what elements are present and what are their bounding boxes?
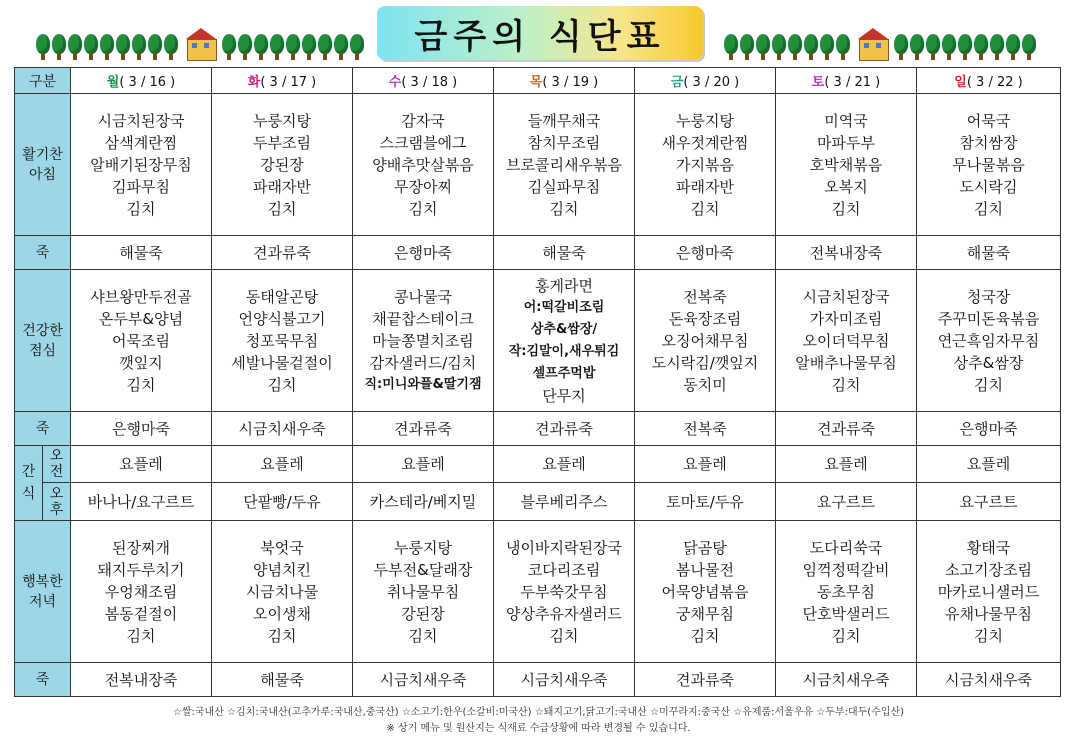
tree-icon — [116, 34, 130, 60]
meal-cell: 북엇국 양념치킨 시금치나물 오이생채 김치 — [212, 521, 353, 663]
snack-am-row — [15, 446, 1061, 483]
porridge-cell: 시금치새우죽 — [353, 663, 494, 697]
day-header-wed: 수( 3 / 18 ) — [353, 68, 494, 94]
dinner-label: 행복한 저녁 — [15, 521, 71, 663]
porridge-cell: 견과류죽 — [353, 412, 494, 446]
snack-cell: 단팥빵/두유 — [212, 483, 353, 521]
tree-icon — [926, 34, 940, 60]
tree-icon — [894, 34, 908, 60]
tree-icon — [1022, 34, 1036, 60]
meal-cell: 누룽지탕 두부조림 강된장 파래자반 김치 — [212, 94, 353, 236]
tree-icon — [254, 34, 268, 60]
tree-icon — [788, 34, 802, 60]
tree-icon — [270, 34, 284, 60]
meal-cell: 닭곰탕 봄나물전 어묵양념볶음 궁채무침 김치 — [635, 521, 776, 663]
tree-icon — [724, 34, 738, 60]
porridge-label: 죽 — [15, 663, 71, 697]
snack-cell: 요플레 — [635, 446, 776, 483]
tree-icon — [772, 34, 786, 60]
snack-cell: 카스테라/베지밀 — [353, 483, 494, 521]
snack-cell: 요플레 — [212, 446, 353, 483]
tree-icon — [222, 34, 236, 60]
tree-icon — [974, 34, 988, 60]
porridge-row-1 — [15, 236, 1061, 270]
tree-icon — [302, 34, 316, 60]
day-header-thu: 목( 3 / 19 ) — [494, 68, 635, 94]
meal-cell: 누룽지탕 두부전&달래장 취나물무침 강된장 김치 — [353, 521, 494, 663]
day-header-sun: 일( 3 / 22 ) — [917, 68, 1061, 94]
tree-icon — [100, 34, 114, 60]
tree-icon — [836, 34, 850, 60]
day-header-mon: 월( 3 / 16 ) — [71, 68, 212, 94]
meal-cell: 들깨무채국 참치무조림 브로콜리새우볶음 김실파무침 김치 — [494, 94, 635, 236]
origin-note: ☆쌀:국내산 ☆김치:국내산(고추가루:국내산,중국산) ☆소고기:한우(소갈비:미국산) ☆돼지고기,닭고기:국내산 ☆미꾸라지:중국산 ☆유제품:서울우유 ☆두부:대두(수입산) — [172, 707, 905, 718]
porridge-cell: 시금치새우죽 — [494, 663, 635, 697]
porridge-cell: 해물죽 — [494, 236, 635, 270]
tree-icon — [910, 34, 924, 60]
tree-icon — [132, 34, 146, 60]
snack-am-label: 오전 — [43, 446, 71, 483]
snack-cell: 토마토/두유 — [635, 483, 776, 521]
meal-cell: 시금치된장국 삼색계란찜 알배기된장무침 김파무침 김치 — [71, 94, 212, 236]
porridge-cell: 은행마죽 — [71, 412, 212, 446]
snack-cell: 요플레 — [917, 446, 1061, 483]
snack-cell: 블루베리주스 — [494, 483, 635, 521]
porridge-label: 죽 — [15, 236, 71, 270]
porridge-cell: 해물죽 — [71, 236, 212, 270]
meal-cell: 감자국 스크램블에그 양배추맛살볶음 무장아찌 김치 — [353, 94, 494, 236]
meal-cell: 동태알곤탕 언양식불고기 청포묵무침 세발나물겉절이 김치 — [212, 270, 353, 412]
snack-label: 간식 — [15, 446, 43, 521]
porridge-cell: 시금치새우죽 — [917, 663, 1061, 697]
meal-cell: 도다리쑥국 임꺽정떡갈비 동초무침 단호박샐러드 김치 — [776, 521, 917, 663]
porridge-cell: 은행마죽 — [353, 236, 494, 270]
tree-icon — [756, 34, 770, 60]
tree-icon — [740, 34, 754, 60]
day-header-tue: 화( 3 / 17 ) — [212, 68, 353, 94]
porridge-cell: 전복내장죽 — [71, 663, 212, 697]
meal-cell: 미역국 마파두부 호박채볶음 오복지 김치 — [776, 94, 917, 236]
tree-icon — [1006, 34, 1020, 60]
lunch-row — [15, 270, 1061, 412]
meal-cell: 청국장 주꾸미돈육볶음 연근흑임자무침 상추&쌈장 김치 — [917, 270, 1061, 412]
meal-cell: 콩나물국 채끝찹스테이크 마늘쫑멸치조림 감자샐러드/김치 직:미니와플&딸기잼 — [353, 270, 494, 412]
porridge-cell: 견과류죽 — [212, 236, 353, 270]
gubun-header: 구분 — [15, 68, 71, 94]
meal-cell: 전복죽 돈육장조림 오징어채무침 도시락김/깻잎지 동치미 — [635, 270, 776, 412]
meal-cell: 홍게라면 어:떡갈비조림 상추&쌈장/ 작:김말이,새우튀김 셀프주먹밥 단무지 — [494, 270, 635, 412]
snack-cell: 요플레 — [71, 446, 212, 483]
snack-cell: 요플레 — [353, 446, 494, 483]
day-header-fri: 금( 3 / 20 ) — [635, 68, 776, 94]
porridge-cell: 시금치새우죽 — [212, 412, 353, 446]
porridge-row-2 — [15, 412, 1061, 446]
snack-cell: 요구르트 — [776, 483, 917, 521]
porridge-cell: 은행마죽 — [635, 236, 776, 270]
meal-cell: 샤브왕만두전골 온두부&양념 어묵조림 깻잎지 김치 — [71, 270, 212, 412]
tree-icon — [286, 34, 300, 60]
porridge-cell: 은행마죽 — [917, 412, 1061, 446]
menu-table — [14, 67, 1061, 697]
lunch-label: 건강한 점심 — [15, 270, 71, 412]
porridge-cell: 견과류죽 — [494, 412, 635, 446]
snack-pm-label: 오후 — [43, 483, 71, 521]
dinner-row — [15, 521, 1061, 663]
change-notice: ※ 상기 메뉴 및 원산지는 식재료 수급상황에 따라 변경될 수 있습니다. — [386, 723, 691, 734]
tree-icon — [68, 34, 82, 60]
snack-cell: 요구르트 — [917, 483, 1061, 521]
porridge-cell: 시금치새우죽 — [776, 663, 917, 697]
meal-cell: 시금치된장국 가자미조림 오이더덕무침 알배추나물무침 김치 — [776, 270, 917, 412]
tree-icon — [350, 34, 364, 60]
tree-icon — [942, 34, 956, 60]
tree-icon — [318, 34, 332, 60]
meal-cell: 누룽지탕 새우젓계란찜 가지볶음 파래자반 김치 — [635, 94, 776, 236]
snack-pm-row — [15, 483, 1061, 521]
tree-icon — [164, 34, 178, 60]
meal-cell: 어묵국 참치쌈장 무나물볶음 도시락김 김치 — [917, 94, 1061, 236]
porridge-cell: 해물죽 — [917, 236, 1061, 270]
porridge-row-3 — [15, 663, 1061, 697]
tree-row-right — [724, 24, 1038, 60]
tree-icon — [238, 34, 252, 60]
meal-cell: 냉이바지락된장국 코다리조림 두부쑥갓무침 양상추유자샐러드 김치 — [494, 521, 635, 663]
snack-cell: 요플레 — [494, 446, 635, 483]
tree-icon — [84, 34, 98, 60]
tree-icon — [820, 34, 834, 60]
tree-icon — [990, 34, 1004, 60]
meal-cell: 황태국 소고기장조림 마카로니샐러드 유채나물무침 김치 — [917, 521, 1061, 663]
tree-icon — [52, 34, 66, 60]
day-header-sat: 토( 3 / 21 ) — [776, 68, 917, 94]
porridge-cell: 견과류죽 — [776, 412, 917, 446]
header-row — [15, 68, 1061, 94]
tree-icon — [334, 34, 348, 60]
page-title: 금주의 식단표 — [414, 16, 666, 57]
tree-icon — [148, 34, 162, 60]
meal-cell: 된장찌개 돼지두루치기 우엉채조림 봄동겉절이 김치 — [71, 521, 212, 663]
breakfast-label: 활기찬 아침 — [15, 94, 71, 236]
title-banner — [377, 6, 703, 60]
breakfast-row — [15, 94, 1061, 236]
house-icon — [184, 28, 218, 60]
porridge-cell: 견과류죽 — [635, 663, 776, 697]
snack-cell: 요플레 — [776, 446, 917, 483]
porridge-cell: 전복내장죽 — [776, 236, 917, 270]
snack-cell: 바나나/요구르트 — [71, 483, 212, 521]
tree-icon — [804, 34, 818, 60]
tree-row-left — [36, 24, 366, 60]
house-icon — [856, 28, 890, 60]
porridge-cell: 해물죽 — [212, 663, 353, 697]
tree-icon — [36, 34, 50, 60]
tree-icon — [958, 34, 972, 60]
porridge-label: 죽 — [15, 412, 71, 446]
porridge-cell: 전복죽 — [635, 412, 776, 446]
